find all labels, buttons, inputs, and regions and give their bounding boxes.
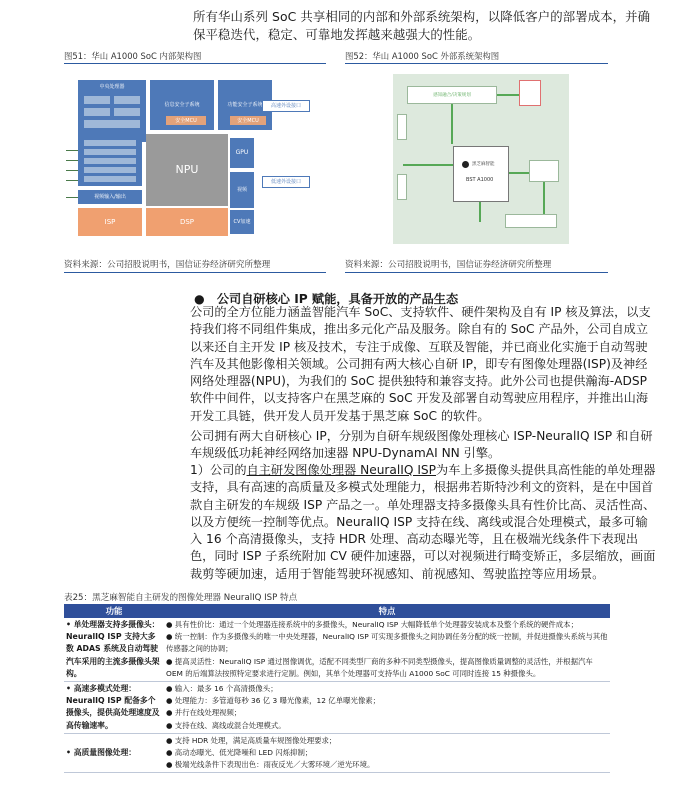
bottom-box	[505, 214, 557, 228]
sensor-box	[397, 174, 407, 200]
external-system-diagram	[393, 74, 569, 244]
link-line	[497, 94, 519, 96]
table-point: ● 具有性价比：通过一个处理器连接系统中的多摄像头，NeuralIQ ISP 大幅降低单个处理器安装成本及整个系统的硬件成本；	[166, 620, 578, 630]
figure-52-bottom-rule	[345, 272, 608, 273]
cv-block: CV加速	[230, 210, 254, 234]
npu-block: NPU	[146, 134, 228, 206]
table-point: ● 支持 HDR 处理，满足高质量车规图像处理要求；	[166, 735, 337, 745]
table-header-row	[64, 604, 610, 618]
mem-lane	[84, 149, 136, 155]
table-row	[64, 618, 610, 682]
table-point: ● 统一控制：作为多摄像头的唯一中央处理器，NeuralIQ ISP 可实现多摄像头之间协调任务分配的统一控制，并促进摄像头系统与其他传感器之间的协调；	[166, 632, 608, 654]
table-cell-points	[164, 618, 610, 682]
mem-lane	[84, 167, 136, 173]
video-block: 视频	[230, 172, 254, 208]
link-line	[451, 104, 453, 144]
func-mcu-block: 安全MCU	[230, 116, 266, 125]
figure-51-rule	[64, 63, 326, 64]
internal-architecture-diagram	[66, 72, 324, 252]
input-arrow	[66, 180, 78, 181]
cpu-core	[114, 96, 140, 104]
table-cell-points	[164, 682, 610, 734]
table-header-points: 特点	[164, 604, 610, 618]
table-cell-points	[164, 733, 610, 772]
dsp-block: DSP	[146, 208, 228, 236]
safety-mcu-block: 安全MCU	[166, 116, 206, 125]
hs-io-block: 高速外设接口	[262, 100, 310, 112]
table-row	[64, 682, 610, 734]
mem-lane	[84, 158, 136, 164]
isp-feature-table	[64, 604, 610, 773]
sensor-box	[397, 114, 407, 140]
table-point: ● 输入：最多 16 个高清摄像头；	[166, 684, 278, 694]
section-paragraph-3	[190, 462, 656, 583]
mem-lane	[84, 176, 136, 182]
table-point: ● 提高灵活性：NeuralIQ ISP 通过图像调优，适配不同类型厂商的多种不同类型摄像头，提高图像质量调整的灵活性，并根据汽车 OEM 的后端算法按照特定要求进行定制。例如，其单个处理器可支持华山 A1000 SoC 可同时连接 15 种摄像头。	[166, 656, 593, 678]
table-point: ● 高动态曝光、低光降噪和 LED 闪烁抑制；	[166, 747, 313, 757]
table-point: ● 极端光线条件下表现出色：雨夜反光／大雾环境／逆光环境。	[166, 760, 375, 770]
cpu-core	[84, 108, 110, 116]
p3-underlined: 自主研发图像处理器 NeuralIQ ISP	[246, 463, 437, 477]
figure-52-rule	[345, 63, 608, 64]
p3-rest: 为车上多摄像头提供具高性能的单处理器支持，具有高速的高质量及多模式处理能力，根据弗若斯特沙利文的资料，是在中国首款自主研发的车规级 ISP 产品之一。单处理器支持多摄像头具有性价比高、灵活性高、以及方便统一控制等优点。NeuralIQ ISP 支持在线、离线或混合处理模式，最多可输入 16 个高清摄像头，支持 HDR 处理、高动态曝光等，且在极端光线条件下表现出色，同时 ISP 子系统附加 CV 硬件加速器，可以对视频进行畸变矫正，多层缩放，画面裁剪等硬加速，适用于智能驾驶环视感知、前视感知、驾驶监控等应用场景。	[190, 463, 656, 581]
table-point: ● 支持在线、离线或混合处理模式。	[166, 720, 286, 730]
ls-io-block: 低速外设接口	[262, 176, 310, 188]
bst-chip-brand: 黑芝麻智能	[472, 162, 495, 167]
table-point: ● 并行在线处理视频；	[166, 708, 242, 718]
video-io-block: 视频输入/输出	[78, 190, 142, 204]
table-cell-feature: • 高速多模式处理：NeuralIQ ISP 配备多个摄像头，提供高处理速度及高传输速率。	[64, 682, 164, 734]
figure-51-bottom-rule	[64, 272, 326, 273]
gpu-block: GPU	[230, 138, 254, 168]
bst-logo-icon	[462, 161, 469, 168]
table-header-feature: 功能	[64, 604, 164, 618]
intro-paragraph: 所有华山系列 SoC 共享相同的内部和外部系统架构，以降低客户的部署成本，并确保平稳迭代，稳定、可靠地发挥越来越强大的性能。	[193, 9, 651, 42]
input-arrow	[66, 150, 78, 151]
table-caption: 表25：黑芝麻智能自主研发的图像处理器 NeuralIQ ISP 特点	[64, 593, 298, 603]
input-arrow	[66, 160, 78, 161]
bst-chip	[453, 146, 509, 202]
cpu-core	[114, 108, 140, 116]
link-line	[509, 172, 529, 174]
cpu-block: 中央处理器	[78, 80, 146, 142]
isp-block: ISP	[78, 208, 142, 236]
figure-51-source: 资料来源：公司招股说明书，国信证券经济研究所整理	[64, 260, 271, 270]
figure-51-caption: 图51：华山 A1000 SoC 内部架构图	[64, 51, 202, 61]
top-app-box: 感知融合/决策规划	[407, 86, 497, 104]
bst-chip-model: BST A1000	[466, 177, 494, 183]
side-box	[519, 80, 541, 106]
table-row	[64, 733, 610, 772]
func-safety-block: 功能安全子系统	[218, 80, 272, 130]
link-line	[479, 202, 481, 222]
table-cell-feature: • 单处理器支持多摄像头：NeuralIQ ISP 支持大多数 ADAS 系统及自动驾驶汽车采用的主流多摄像头架构。	[64, 618, 164, 682]
section-heading: ● 公司自研核心 IP 赋能，具备开放的产品生态	[194, 292, 459, 306]
info-security-block: 信息安全子系统	[150, 80, 214, 130]
cpu-core	[84, 96, 110, 104]
table-point: ● 处理能力：多管道每秒 36 亿 3 曝光像素，12 亿单曝光像素；	[166, 696, 381, 706]
cpu-cache	[84, 120, 140, 128]
input-arrow	[66, 197, 78, 198]
mem-lane	[84, 140, 136, 146]
link-line	[403, 164, 453, 166]
section-paragraph-2: 公司拥有两大自研核心 IP，分别为自研车规级图像处理核心 ISP-NeuralIQ ISP 和自研车规级低功耗神经网络加速器 NPU-DynamAI NN 引擎。	[190, 429, 653, 461]
p3-lead: 1）公司的	[190, 463, 247, 477]
peripheral-box	[529, 160, 559, 182]
figure-52-source: 资料来源：公司招股说明书，国信证券经济研究所整理	[345, 260, 552, 270]
input-arrow	[66, 170, 78, 171]
section-paragraph-1: 公司的全方位能力涵盖智能汽车 SoC、支持软件、硬件架构及自有 IP 核及算法，以支持我们将不同组件集成，推出多元化产品及服务。除自有的 SoC 产品外，公司自成立以来还自主开发 IP 核及技术，专注于成像、互联及智能，并已商业化实施于自动驾驶汽车及其他影像相关领域。公司拥有两大核心自研 IP，即专有图像处理器(ISP)及神经网络处理器(NPU)，为我们的 SoC 提供独特和兼容支持。此外公司也提供瀚海-ADSP 软件中间件，以支持客户在黑芝麻的 SoC 开发及部署自动驾驶应用程序，并推出山海开发工具链，供开发人员开发基于黑芝麻 SoC 的软件。	[190, 305, 651, 423]
table-cell-feature: • 高质量图像处理：	[64, 733, 164, 772]
figure-52-caption: 图52：华山 A1000 SoC 外部系统架构图	[345, 51, 500, 61]
